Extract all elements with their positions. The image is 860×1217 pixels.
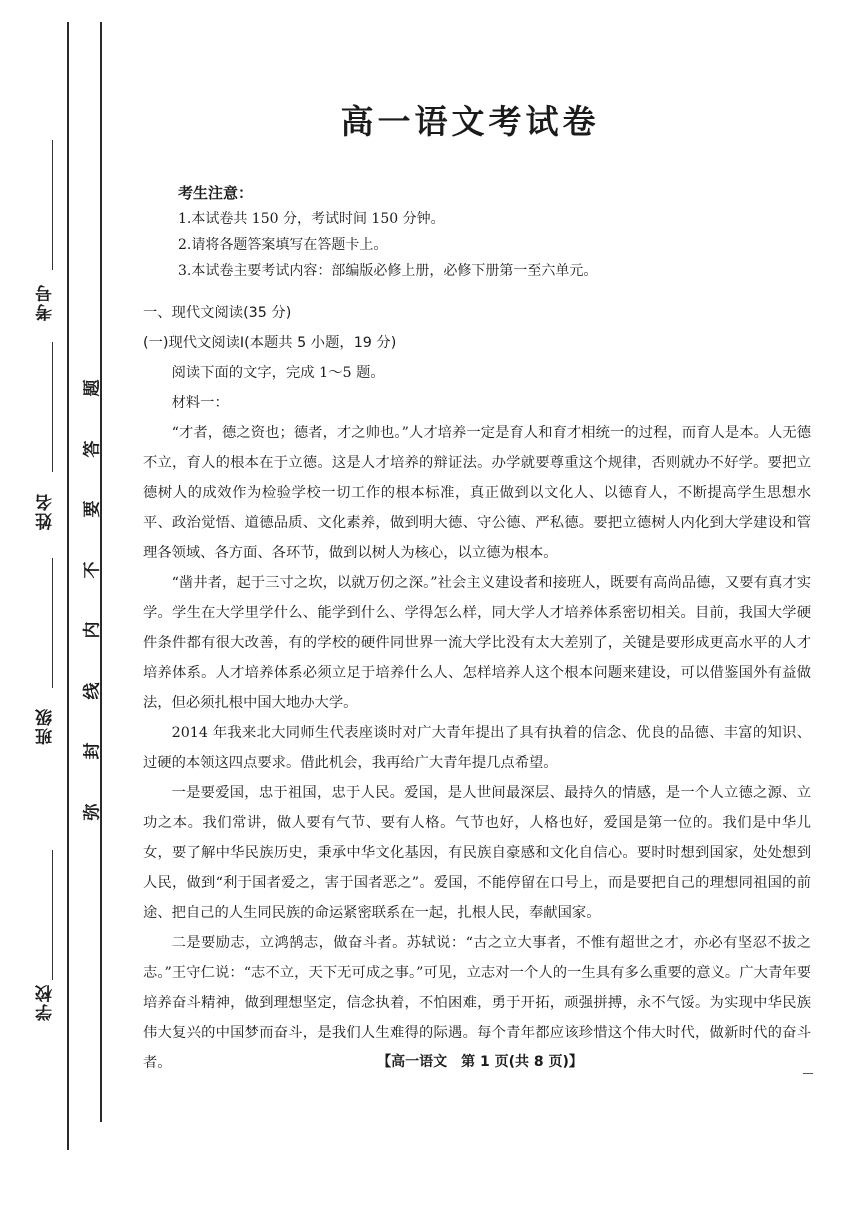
notice-item: 2.请将各题答案填写在答题卡上。 xyxy=(178,237,388,253)
seal-char: 弥 xyxy=(82,803,102,820)
school-blank[interactable] xyxy=(52,850,53,980)
passage-paragraph: 二是要励志，立鸿鹄志，做奋斗者。苏轼说：“古之立大事者，不惟有超世之才，亦必有坚忍不拔之志。”王守仁说：“志不立，天下无可成之事。”可见，立志对一个人的一生具有多么重要的意义。广大青年要培养奋斗精神，做到理想坚定，信念执着，不怕困难，勇于开拓，顽强拼搏，永不气馁。为实现中华民族伟大复兴的中国梦而奋斗，是我们人生难得的际遇。每个青年都应该珍惜这个伟大时代，做新时代的奋斗者。 xyxy=(143,935,811,1071)
reading-instruction: 阅读下面的文字，完成 1～5 题。 xyxy=(171,365,385,381)
seal-char: 要 xyxy=(82,500,102,518)
reading-passage xyxy=(143,298,811,1078)
seal-char: 不 xyxy=(82,561,102,578)
notice-item: 1.本试卷共 150 分，考试时间 150 分钟。 xyxy=(178,211,445,227)
binding-outer-line xyxy=(67,22,69,1150)
passage-paragraph: “凿井者，起于三寸之坎，以就万仞之深。”社会主义建设者和接班人，既要有高尚品德，又要有真才实学。学生在大学里学什么、能学到什么、学得怎么样，同大学人才培养体系密切相关。目前，我国大学硬件条件都有很大改善，有的学校的硬件同世界一流大学比没有太大差别了，关键是要形成更高水平的人才培养体系。人才培养体系必须立足于培养什么人、怎样培养人这个根本问题来建设，可以借鉴国外有益做法，但必须扎根中国大地办大学。 xyxy=(143,575,811,711)
seal-char: 答 xyxy=(82,440,102,457)
section-heading: 一、现代文阅读(35 分) xyxy=(143,305,292,321)
class-label: 班级 xyxy=(36,707,56,745)
seal-char: 线 xyxy=(82,682,102,699)
name-label: 姓名 xyxy=(36,492,56,530)
exam-number-blank[interactable] xyxy=(52,140,53,270)
exam-title: 高一语文考试卷 xyxy=(340,102,600,141)
seal-line-warning xyxy=(80,376,104,860)
seal-char: 题 xyxy=(82,379,102,397)
passage-paragraph: 2014 年我来北大同师生代表座谈时对广大青年提出了具有执着的信念、优良的品德、丰富的知识、过硬的本领这四点要求。借此机会，我再给广大青年提几点希望。 xyxy=(143,725,811,771)
notice-item: 3.本试卷主要考试内容：部编版必修上册，必修下册第一至六单元。 xyxy=(178,263,598,279)
school-label: 学校 xyxy=(36,983,56,1021)
notice-heading: 考生注意： xyxy=(178,184,254,202)
material-label: 材料一： xyxy=(171,395,229,411)
seal-char: 内 xyxy=(82,621,102,639)
exam-number-label: 考号 xyxy=(36,283,56,321)
candidate-notice xyxy=(178,180,778,284)
page-footer: 【高一语文 第 1 页(共 8 页)】 xyxy=(377,1054,583,1070)
seal-char: 封 xyxy=(82,742,102,760)
class-blank[interactable] xyxy=(52,558,53,688)
passage-paragraph: “才者，德之资也；德者，才之帅也。”人才培养一定是育人和育才相统一的过程，而育人是本。人无德不立，育人的根本在于立德。这是人才培养的辩证法。办学就要尊重这个规律，否则就办不好学。要把立德树人的成效作为检验学校一切工作的根本标准，真正做到以文化人、以德育人，不断提高学生思想水平、政治觉悟、道德品质、文化素养，做到明大德、守公德、严私德。要把立德树人内化到大学建设和管理各领域、各方面、各环节，做到以树人为核心，以立德为根本。 xyxy=(143,425,811,561)
passage-paragraph: 一是要爱国，忠于祖国，忠于人民。爱国，是人世间最深层、最持久的情感，是一个人立德之源、立功之本。我们常讲，做人要有气节、要有人格。气节也好，人格也好，爱国是第一位的。我们是中华儿女，要了解中华民族历史，秉承中华文化基因，有民族自豪感和文化自信心。要时时想到国家，处处想到人民，做到“利于国者爱之，害于国者恶之”。爱国，不能停留在口号上，而是要把自己的理想同祖国的前途、把自己的人生同民族的命运紧密联系在一起，扎根人民，奉献国家。 xyxy=(143,785,811,921)
section-subheading: (一)现代文阅读Ⅰ(本题共 5 小题，19 分) xyxy=(143,335,397,351)
name-blank[interactable] xyxy=(52,342,53,472)
corner-mark xyxy=(803,1073,813,1074)
